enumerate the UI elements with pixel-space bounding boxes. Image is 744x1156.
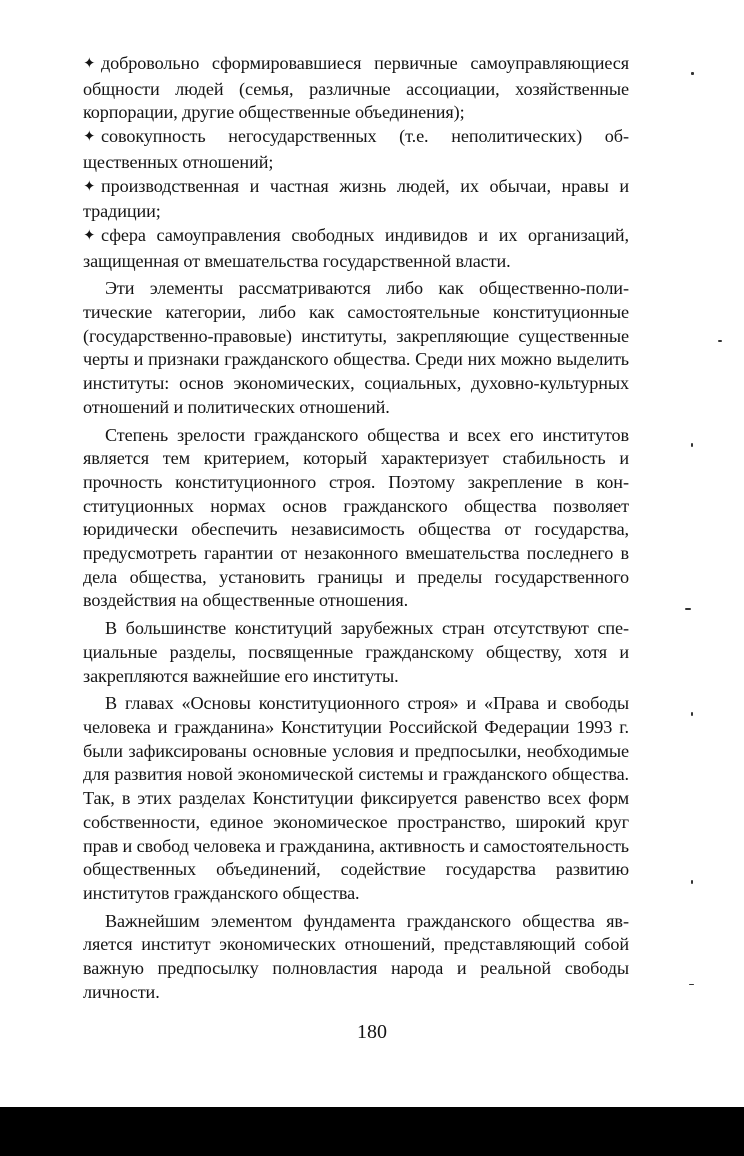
paragraph-maturity: Степень зрелости гражданского общества и всех его институтов является тем критерием, который характеризует стабильность и прочность конституционного строя. Поэтому закрепление в конституционных нормах основ гражданского общества позволяет юридически обеспечить независимость общества от государства, предусмотреть гарантии от незаконного вмешательства последнего в дела общества, установить границы и пределы государственного воздействия на общественные отношения.	[83, 424, 629, 611]
bullet-star-icon: ✦	[83, 178, 96, 195]
bullet-text: добровольно сформировавшиеся первичные самоуправляющиеся общности людей (семья, различные ассоциации, хозяйственные корпорации, другие общественные объединения);	[83, 53, 629, 123]
scan-speck	[691, 712, 693, 716]
paragraph-foreign-constitutions: В большинстве конституций зарубежных стран отсутствуют специальные разделы, посвященные гражданскому обществу, хотя и закрепляются важнейшие его институты.	[83, 618, 629, 686]
bullet-item-3	[83, 175, 629, 224]
paragraph-russian-constitution: В главах «Основы конституционного строя» и «Права и свободы человека и гражданина» Конституции Российской Федерации 1993 г. были зафиксированы основные условия и предпосылки, необходимые для развития новой экономической системы и гражданского общества. Так, в этих разделах Конституции фиксируется равенство всех форм собственности, единое экономическое пространство, широкий круг прав и свобод человека и гражданина, активность и самостоятельность общественных объединений, содействие государства развитию институтов гражданского общества.	[83, 693, 629, 903]
bullet-star-icon: ✦	[83, 227, 96, 244]
scan-speck	[685, 608, 691, 610]
scan-speck	[691, 72, 694, 75]
scan-speck	[718, 340, 722, 342]
paragraph-economic-institute: Важнейшим элементом фундамента гражданского общества является институт экономических отношений, представляющий собой важную предпосылку полновластия народа и реальной свободы личности.	[83, 910, 629, 1002]
bullet-text: производственная и частная жизнь людей, их обычаи, нравы и традиции;	[83, 175, 629, 222]
scan-speck	[691, 443, 693, 447]
scan-speck	[691, 880, 693, 884]
scan-edge-bar	[0, 1107, 744, 1156]
page-number: 180	[357, 1021, 387, 1043]
bullet-star-icon: ✦	[83, 129, 96, 146]
scan-speck	[689, 984, 694, 985]
bullet-star-icon: ✦	[83, 56, 96, 72]
bullet-item-2	[83, 125, 629, 174]
page-body-text	[83, 52, 629, 1004]
bullet-text: сфера самоуправления свободных индивидов и их организаций, защищенная от вмешательства государственной власти.	[83, 224, 629, 271]
paragraph-elements: Эти элементы рассматриваются либо как общественно-политические категории, либо как самостоятельные конституционные (государственно-правовые) институты, закрепляющие существенные черты и признаки гражданского общества. Среди них можно выделить институты: основ экономических, социальных, духовно-культурных отношений и политических отношений.	[83, 278, 629, 417]
bullet-item-4	[83, 224, 629, 273]
bullet-text: совокупность негосударственных (т.е. неполитических) общественных отношений;	[83, 126, 629, 172]
bullet-item-1	[83, 52, 629, 125]
